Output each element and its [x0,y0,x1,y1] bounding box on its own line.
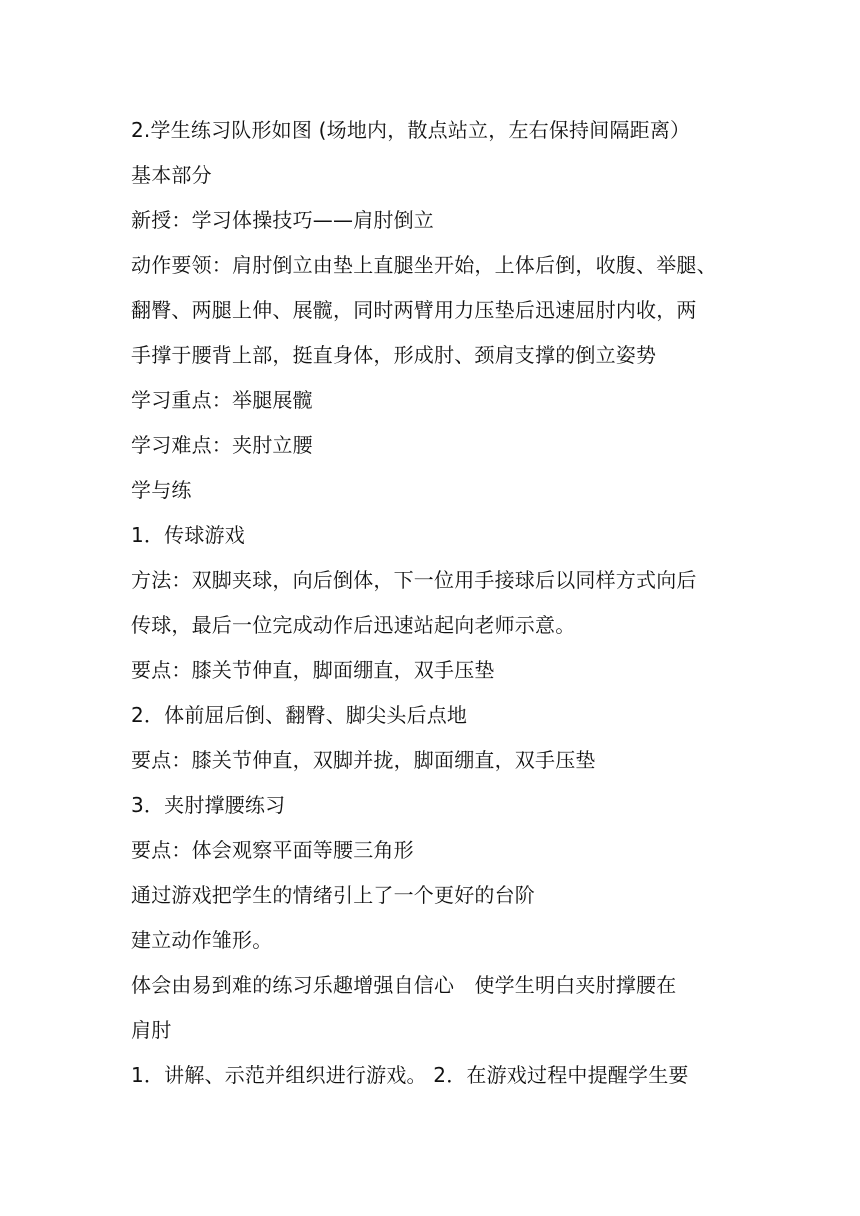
text-line-confidence: 体会由易到难的练习乐趣增强自信心 使学生明白夹肘撑腰在 [131,973,677,997]
text-line-point-2: 要点：膝关节伸直，双脚并拢，脚面绷直，双手压垫 [131,748,596,772]
text-line-explain-demo: 1．讲解、示范并组织进行游戏。 2．在游戏过程中提醒学生要 [131,1063,689,1087]
section-heading-basic: 基本部分 [131,163,212,187]
text-line-prototype: 建立动作雏形。 [131,928,273,952]
text-line-essentials-3: 手撑于腰背上部，挺直身体，形成肘、颈肩支撑的倒立姿势 [131,343,657,367]
document-body [131,108,741,1098]
text-line-difficulty: 学习难点：夹肘立腰 [131,433,313,457]
text-line-essentials-1: 动作要领：肩肘倒立由垫上直腿坐开始，上体后倒，收腹、举腿、 [131,253,717,277]
text-line-new-lesson: 新授：学习体操技巧——肩肘倒立 [131,208,434,232]
text-line-essentials-2: 翻臀、两腿上伸、展髋，同时两臂用力压垫后迅速屈肘内收，两 [131,298,697,322]
text-line-method-1: 方法：双脚夹球，向后倒体，下一位用手接球后以同样方式向后 [131,568,697,592]
text-line-point-3: 要点：体会观察平面等腰三角形 [131,838,414,862]
text-line-point-1: 要点：膝关节伸直，脚面绷直，双手压垫 [131,658,495,682]
text-line-formation: 2.学生练习队形如图 (场地内，散点站立，左右保持间隔距离） [131,118,691,142]
list-item-elbow-practice: 3．夹肘撑腰练习 [131,793,286,817]
text-line-key-point: 学习重点：举腿展髋 [131,388,313,412]
section-heading-learn-practice: 学与练 [131,478,192,502]
text-line-method-2: 传球，最后一位完成动作后迅速站起向老师示意。 [131,613,576,637]
list-item-ball-game: 1．传球游戏 [131,523,245,547]
text-line-game-mood: 通过游戏把学生的情绪引上了一个更好的台阶 [131,883,535,907]
text-line-shoulder-elbow: 肩肘 [131,1018,172,1042]
list-item-forward-bend: 2．体前屈后倒、翻臀、脚尖头后点地 [131,703,468,727]
